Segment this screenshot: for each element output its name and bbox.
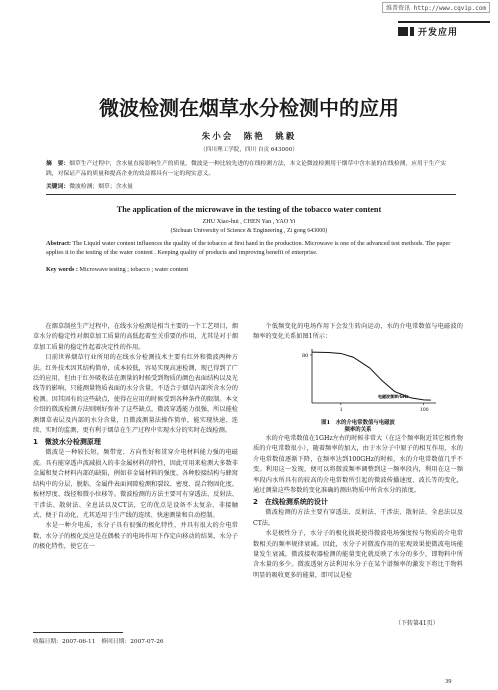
paragraph: 在烟草制丝生产过程中，在线水分检测是相当主要的一个工艺项目，烟草水分的稳定性对烟草加工质量的高低起着至关重要的作用，尤其是对于烟草加工质量的稳定性起着决定性的作用。 [33,323,238,351]
section-title: 开发应用 [418,28,459,38]
authors: 朱小会 陈艳 姚毅 [201,132,297,142]
body-right-column-top [253,322,463,343]
caption-line: 频率的关系 [344,427,372,433]
x-axis-label: 电磁波频率/GHz [378,394,409,399]
keywords-cn-label: 关键词： [46,184,70,190]
paragraph: 个低频变化的电场作用下会发生转向运动，水的介电常数值与电磁波的频率的变化关系如图1所示： [253,323,463,341]
keywords-en-text: Microwave testing ; tobacco ; water content [79,266,189,273]
abstract-en-text: The Liquid water content influences the quality of the tobacco at first hand in the production. Microwave is one of the advanced test methods. The paper applies it to the testing of the water content . Keeping quality of products and improving benefit of enterprise. [46,240,451,256]
figure-caption [253,420,463,434]
footnote: 收稿日期：2007-06-11 修回日期：2007-07-26 [33,639,164,645]
section-marker-icon [410,27,414,36]
section-heading: 2 在线检测系统的设计 [253,498,328,507]
english-affiliation: (Sichuan University of Science & Engineering , Zi gong 643000) [170,228,328,234]
section-header [398,21,490,38]
figure-1-chart [300,345,440,415]
page-number: 39 [445,678,452,685]
english-title: The application of the microwave in the testing of the tobacco water content [116,205,382,214]
paragraph: 目前世界烟草行业所用的在线水分检测技术主要有红外和微波两种方法。红外技术因其结构简单，成本较低，容易实现高速检测，现已得到了广泛的应用，但由于红外吸收法在测量的时候受到物质的颜色表面结构以及光线等的影响，只能测量物质表面的水分含量，不适合于烟草内部所含水分的检测。因其固有的这些缺点，使得在应用的时候受到各种条件的限制。本文介绍的微波检测方法则刚好弥补了这些缺点，微波穿透能力很强，所以能检测烟草表层及内部的水分含量，且微波测量法操作简单，能实现快速、连续、实时的监测，更有利于烟草在生产过程中实现水分的实时在线检测。 [33,354,238,435]
abstract-en [46,240,456,257]
page-title: 微波检测在烟草水分检测中的应用 [99,96,399,120]
continued-note: （下转第41页） [395,620,439,627]
keywords-en-label: Key words : [46,266,78,273]
caption-line: 图1 水的介电常数值与电磁波 [321,420,395,426]
x-tick-label: 100 [420,408,429,413]
abstract-cn-label: 摘 要： [46,161,70,167]
series-line [312,352,431,400]
abstract-cn-text: 烟草生产过程中，含水量直接影响生产的质量，微波是一种比较先进的在线检测方法，本文论微波检测用于烟草中含水量的在线检测，应用于生产实践，对保证产品的质量和提高企业的效益都具有一定的现实意义。 [46,161,447,177]
section-marker-icon [398,27,408,36]
keywords-cn [46,181,456,190]
body-right-column [253,434,463,581]
abstract-cn [46,159,456,179]
paragraph: 水的介电常数值在1GHz左右的时候非常大（在这个频率附近其它极性物质的介电常数很小），随着频率的加大，由于水分子中原子的相互作用，水的介电常数值逐渐下降，在频率达到100GHz的时候，水的介电常数值几乎不变。利用这一发现，便可以将微波频率调整到这一频率段内，利用在这一频率段内水所具有的较高的介电常数所引起的微波传播速度、波长等的变化，通过测量这些参数的变化准确的测出物质中所含水分的浓度。 [253,435,463,495]
body-left-column [33,322,238,553]
divider [46,194,456,195]
footnote-divider [33,632,123,633]
x-tick-label: 1 [339,408,343,413]
english-authors: ZHU Xiao-hui , CHEN Yan , YAO Yi [202,218,296,225]
keywords-cn-text: 微波检测；烟草；含水量 [69,184,133,190]
paragraph: 微波是一种较长短，频带宽、方向性好和贯穿介电材料能力强的电磁波。具有能穿透声波减损入的非金属材料的特性，因此可用来检测大多数非金属和复合材料内部的缺陷，例如非金属材料的强度、各种胶接结构与蜂窝结构中的分层、脱粘、金属件表面间隙检测和裂纹、密度、混合物固化度、板材厚度、线径和微小位移等。微波检测的方法主要可有穿透法、反射法、干涉法、散射法、全息法以及CT法，它的优点是设备不太复杂、非接触式、便于自动化，尤其适用于生产线的连续、快速测量和自动控制。 [33,449,238,519]
section-heading: 1 微波水分检测原理 [33,438,101,447]
paragraph: 水是一种介电质，水分子具有很强的极化特性，并具有很大的介电常数，水分子的极化反应是在偶极子的电场作用下作定向移动的结果，水分子的极化特性，使它在一 [33,522,238,551]
y-tick-label: 80 [302,353,309,359]
affiliation: （四川理工学院，四川 自贡 643000） [200,147,298,153]
paragraph: 微波检测的方法主要有穿透法、反射法、干涉法、散射法、全息法以及CT法。 [253,509,463,527]
abstract-en-label: Abstract: [46,240,72,247]
paragraph: 水是极性分子，水分子的极化损耗使得微波电场强度按与物质的介电常数相关的频率规律衰减。因此，水分子对微波作用的宏观效果使微波电场能量发生衰减，微波接收器检测的能量变化就反映了水分的多少，即物料中所含水量的多少。微波透射方法利用水分子在某个谱频率的激发下将比干物料明显的吸收更多的能量，即可以是检 [253,530,463,579]
keywords-en [46,266,456,273]
watermark: 维普资讯 http://www.cqvip.com [382,2,490,13]
